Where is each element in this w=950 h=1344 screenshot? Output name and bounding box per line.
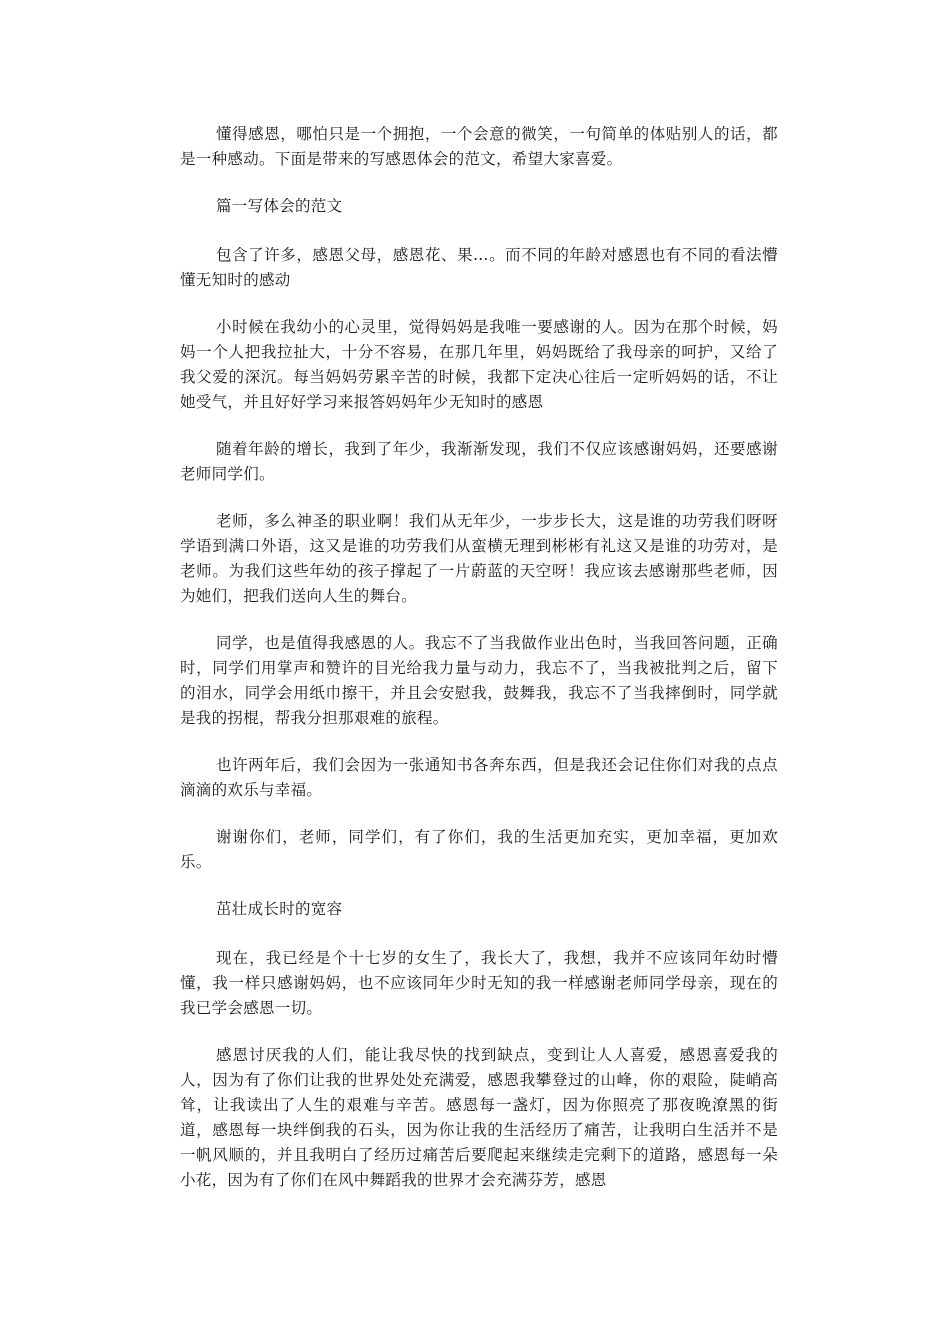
body-paragraph: 小时候在我幼小的心灵里，觉得妈妈是我唯一要感谢的人。因为在那个时候，妈妈一个人把我拉扯大，十分不容易，在那几年里，妈妈既给了我母亲的呵护，又给了我父爱的深沉。每当妈妈劳累辛苦的时候，我都下定决心往后一定听妈妈的话，不让她受气，并且好好学习来报答妈妈年少无知时的感恩: [180, 318, 778, 411]
body-paragraph: 老师，多么神圣的职业啊！我们从无年少，一步步长大，这是谁的功劳我们呀呀学语到满口外语，这又是谁的功劳我们从蛮横无理到彬彬有礼这又是谁的功劳对，是老师。为我们这些年幼的孩子撑起了一片蔚蓝的天空呀！我应该去感谢那些老师，因为她们，把我们送向人生的舞台。: [180, 512, 778, 605]
body-paragraph: 感恩讨厌我的人们，能让我尽快的找到缺点，变到让人人喜爱，感恩喜爱我的人，因为有了你们让我的世界处处充满爱，感恩我攀登过的山峰，你的艰险，陡峭高耸，让我读出了人生的艰难与辛苦。感恩每一盏灯，因为你照亮了那夜晚潦黑的街道，感恩每一块绊倒我的石头，因为你让我的生活经历了痛苦，让我明白生活并不是一帆风顺的，并且我明白了经历过痛苦后要爬起来继续走完剩下的道路，感恩每一朵小花，因为有了你们在风中舞蹈我的世界才会充满芬芳，感恩: [180, 1046, 778, 1189]
intro-paragraph: 懂得感恩，哪怕只是一个拥抱，一个会意的微笑，一句简单的体贴别人的话，都是一种感动。下面是带来的写感恩体会的范文，希望大家喜爱。: [180, 125, 778, 168]
body-paragraph: 同学，也是值得我感恩的人。我忘不了当我做作业出色时，当我回答问题，正确时，同学们用掌声和赞许的目光给我力量与动力，我忘不了，当我被批判之后，留下的泪水，同学会用纸巾擦干，并且会安慰我，鼓舞我，我忘不了当我摔倒时，同学就是我的拐棍，帮我分担那艰难的旅程。: [180, 634, 778, 727]
body-paragraph: 随着年龄的增长，我到了年少，我渐渐发现，我们不仅应该感谢妈妈，还要感谢老师同学们。: [180, 440, 778, 483]
section-heading-2: 茁壮成长时的宽容: [216, 900, 343, 918]
body-paragraph: 也许两年后，我们会因为一张通知书各奔东西，但是我还会记住你们对我的点点滴滴的欢乐与幸福。: [180, 756, 778, 799]
body-paragraph: 包含了许多，感恩父母，感恩花、果…。而不同的年龄对感恩也有不同的看法懵懂无知时的感动: [180, 246, 778, 289]
body-paragraph: 现在，我已经是个十七岁的女生了，我长大了，我想，我并不应该同年幼时懵懂，我一样只感谢妈妈，也不应该同年少时无知的我一样感谢老师同学母亲，现在的我已学会感恩一切。: [180, 949, 778, 1017]
body-paragraph: 谢谢你们，老师，同学们，有了你们，我的生活更加充实，更加幸福，更加欢乐。: [180, 828, 778, 871]
document-body: [180, 122, 778, 1215]
section-heading-1: 篇一写体会的范文: [216, 197, 343, 215]
